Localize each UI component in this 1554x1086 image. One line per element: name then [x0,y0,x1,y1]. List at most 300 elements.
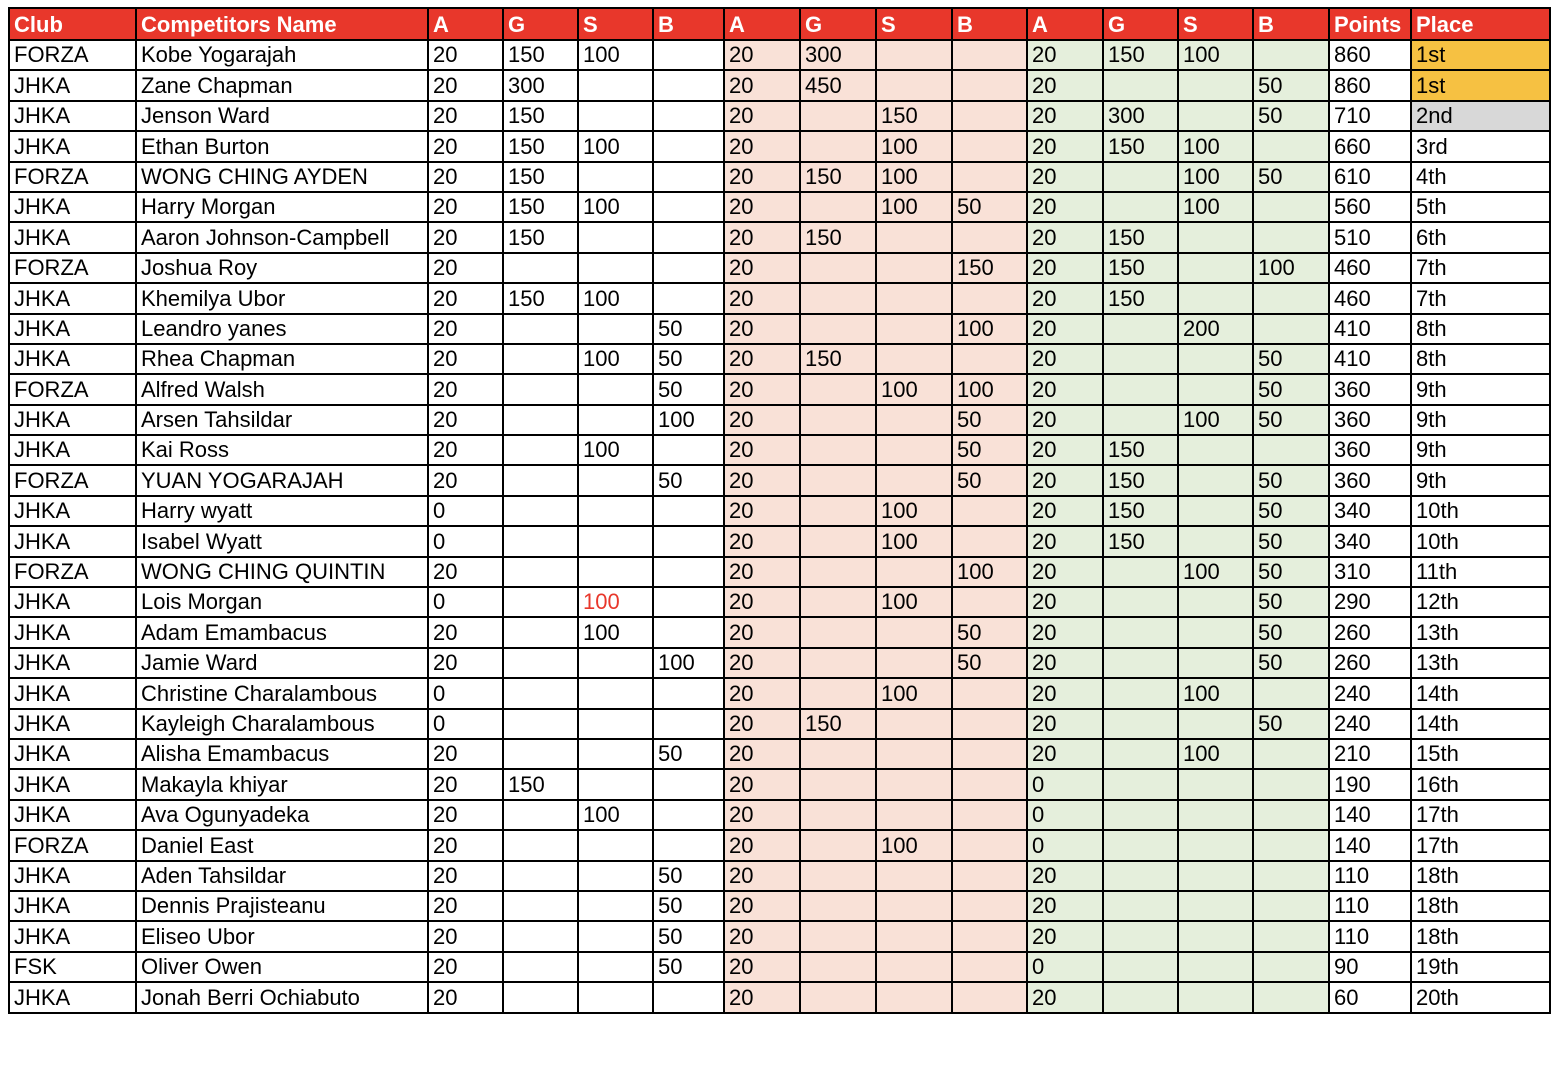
a2-cell[interactable]: 20 [724,40,800,70]
place-cell[interactable]: 20th [1411,982,1550,1012]
points-cell[interactable]: 110 [1329,891,1411,921]
place-cell[interactable]: 14th [1411,678,1550,708]
a3-cell[interactable]: 20 [1027,192,1103,222]
a3-cell[interactable]: 20 [1027,648,1103,678]
b1-cell[interactable]: 50 [653,344,724,374]
place-cell[interactable]: 12th [1411,587,1550,617]
header-s-3[interactable]: S [1178,8,1253,40]
g1-cell[interactable]: 150 [503,40,578,70]
s2-cell[interactable]: 100 [876,526,952,556]
b3-cell[interactable]: 50 [1253,526,1329,556]
s1-cell[interactable] [578,101,653,131]
place-cell[interactable]: 1st [1411,70,1550,100]
a3-cell[interactable]: 20 [1027,496,1103,526]
b2-cell[interactable] [952,70,1027,100]
g3-cell[interactable] [1103,861,1178,891]
b3-cell[interactable] [1253,891,1329,921]
b1-cell[interactable]: 50 [653,465,724,495]
place-cell[interactable]: 14th [1411,709,1550,739]
a3-cell[interactable]: 20 [1027,70,1103,100]
g1-cell[interactable] [503,830,578,860]
s3-cell[interactable] [1178,587,1253,617]
b2-cell[interactable] [952,891,1027,921]
a3-cell[interactable]: 20 [1027,739,1103,769]
b3-cell[interactable] [1253,769,1329,799]
place-cell[interactable]: 9th [1411,374,1550,404]
s1-cell[interactable] [578,465,653,495]
a1-cell[interactable]: 20 [428,830,503,860]
g3-cell[interactable] [1103,192,1178,222]
b2-cell[interactable] [952,982,1027,1012]
a2-cell[interactable]: 20 [724,405,800,435]
b3-cell[interactable] [1253,435,1329,465]
b2-cell[interactable] [952,526,1027,556]
g3-cell[interactable] [1103,344,1178,374]
s3-cell[interactable] [1178,374,1253,404]
club-cell[interactable]: JHKA [9,435,136,465]
points-cell[interactable]: 460 [1329,253,1411,283]
b1-cell[interactable] [653,192,724,222]
s2-cell[interactable] [876,709,952,739]
b1-cell[interactable]: 50 [653,891,724,921]
b2-cell[interactable]: 100 [952,374,1027,404]
a2-cell[interactable]: 20 [724,162,800,192]
s3-cell[interactable] [1178,769,1253,799]
a3-cell[interactable]: 20 [1027,374,1103,404]
g2-cell[interactable] [800,283,876,313]
a2-cell[interactable]: 20 [724,496,800,526]
points-cell[interactable]: 410 [1329,314,1411,344]
b3-cell[interactable]: 50 [1253,648,1329,678]
a1-cell[interactable]: 20 [428,861,503,891]
a2-cell[interactable]: 20 [724,465,800,495]
name-cell[interactable]: Aden Tahsildar [136,861,428,891]
g3-cell[interactable] [1103,830,1178,860]
club-cell[interactable]: FORZA [9,374,136,404]
b3-cell[interactable] [1253,314,1329,344]
s1-cell[interactable] [578,678,653,708]
b2-cell[interactable]: 50 [952,648,1027,678]
g1-cell[interactable] [503,982,578,1012]
name-cell[interactable]: Makayla khiyar [136,769,428,799]
a2-cell[interactable]: 20 [724,709,800,739]
b2-cell[interactable] [952,40,1027,70]
a1-cell[interactable]: 20 [428,557,503,587]
a2-cell[interactable]: 20 [724,921,800,951]
a1-cell[interactable]: 20 [428,374,503,404]
a1-cell[interactable]: 20 [428,70,503,100]
points-cell[interactable]: 110 [1329,921,1411,951]
name-cell[interactable]: Ethan Burton [136,131,428,161]
s3-cell[interactable] [1178,222,1253,252]
b2-cell[interactable] [952,101,1027,131]
s3-cell[interactable] [1178,861,1253,891]
b3-cell[interactable]: 50 [1253,374,1329,404]
b3-cell[interactable]: 50 [1253,496,1329,526]
b3-cell[interactable] [1253,982,1329,1012]
s3-cell[interactable] [1178,70,1253,100]
b1-cell[interactable] [653,830,724,860]
b2-cell[interactable]: 150 [952,253,1027,283]
b3-cell[interactable] [1253,739,1329,769]
header-b-2[interactable]: B [952,8,1027,40]
a1-cell[interactable]: 20 [428,891,503,921]
a3-cell[interactable]: 20 [1027,921,1103,951]
club-cell[interactable]: JHKA [9,800,136,830]
g1-cell[interactable] [503,435,578,465]
s2-cell[interactable] [876,314,952,344]
a1-cell[interactable]: 20 [428,952,503,982]
a2-cell[interactable]: 20 [724,70,800,100]
g1-cell[interactable] [503,405,578,435]
club-cell[interactable]: JHKA [9,739,136,769]
place-cell[interactable]: 1st [1411,40,1550,70]
name-cell[interactable]: WONG CHING QUINTIN [136,557,428,587]
s3-cell[interactable] [1178,283,1253,313]
s3-cell[interactable]: 100 [1178,40,1253,70]
club-cell[interactable]: JHKA [9,405,136,435]
g2-cell[interactable] [800,648,876,678]
header-b-3[interactable]: B [1253,8,1329,40]
g1-cell[interactable] [503,496,578,526]
g3-cell[interactable] [1103,921,1178,951]
a2-cell[interactable]: 20 [724,131,800,161]
g3-cell[interactable]: 150 [1103,435,1178,465]
club-cell[interactable]: JHKA [9,891,136,921]
s1-cell[interactable]: 100 [578,283,653,313]
g3-cell[interactable]: 300 [1103,101,1178,131]
place-cell[interactable]: 10th [1411,496,1550,526]
g2-cell[interactable] [800,131,876,161]
a1-cell[interactable]: 20 [428,344,503,374]
g2-cell[interactable] [800,921,876,951]
b2-cell[interactable] [952,131,1027,161]
a2-cell[interactable]: 20 [724,101,800,131]
s3-cell[interactable]: 200 [1178,314,1253,344]
a2-cell[interactable]: 20 [724,253,800,283]
header-s-2[interactable]: S [876,8,952,40]
s1-cell[interactable] [578,314,653,344]
points-cell[interactable]: 340 [1329,496,1411,526]
a3-cell[interactable]: 0 [1027,769,1103,799]
s3-cell[interactable]: 100 [1178,162,1253,192]
g3-cell[interactable] [1103,769,1178,799]
g1-cell[interactable] [503,344,578,374]
points-cell[interactable]: 340 [1329,526,1411,556]
s1-cell[interactable] [578,709,653,739]
s3-cell[interactable] [1178,617,1253,647]
b3-cell[interactable]: 50 [1253,101,1329,131]
place-cell[interactable]: 3rd [1411,131,1550,161]
points-cell[interactable]: 210 [1329,739,1411,769]
name-cell[interactable]: Dennis Prajisteanu [136,891,428,921]
s2-cell[interactable]: 100 [876,131,952,161]
name-cell[interactable]: Joshua Roy [136,253,428,283]
g1-cell[interactable] [503,800,578,830]
b1-cell[interactable] [653,253,724,283]
points-cell[interactable]: 240 [1329,678,1411,708]
s1-cell[interactable] [578,648,653,678]
b1-cell[interactable] [653,709,724,739]
b3-cell[interactable]: 50 [1253,587,1329,617]
name-cell[interactable]: YUAN YOGARAJAH [136,465,428,495]
s2-cell[interactable] [876,739,952,769]
s3-cell[interactable]: 100 [1178,405,1253,435]
s1-cell[interactable]: 100 [578,587,653,617]
a3-cell[interactable]: 20 [1027,435,1103,465]
points-cell[interactable]: 360 [1329,435,1411,465]
s1-cell[interactable]: 100 [578,192,653,222]
a3-cell[interactable]: 20 [1027,587,1103,617]
club-cell[interactable]: FORZA [9,253,136,283]
a3-cell[interactable]: 20 [1027,678,1103,708]
s1-cell[interactable]: 100 [578,344,653,374]
s1-cell[interactable]: 100 [578,617,653,647]
points-cell[interactable]: 410 [1329,344,1411,374]
a3-cell[interactable]: 20 [1027,131,1103,161]
header-a-2[interactable]: A [724,8,800,40]
place-cell[interactable]: 17th [1411,800,1550,830]
name-cell[interactable]: Christine Charalambous [136,678,428,708]
header-place[interactable]: Place [1411,8,1550,40]
points-cell[interactable]: 510 [1329,222,1411,252]
place-cell[interactable]: 11th [1411,557,1550,587]
a3-cell[interactable]: 20 [1027,40,1103,70]
b1-cell[interactable] [653,678,724,708]
a1-cell[interactable]: 0 [428,526,503,556]
place-cell[interactable]: 5th [1411,192,1550,222]
club-cell[interactable]: JHKA [9,921,136,951]
g2-cell[interactable]: 150 [800,162,876,192]
s3-cell[interactable] [1178,101,1253,131]
s2-cell[interactable] [876,617,952,647]
b3-cell[interactable]: 50 [1253,557,1329,587]
s3-cell[interactable] [1178,526,1253,556]
b2-cell[interactable] [952,587,1027,617]
a3-cell[interactable]: 20 [1027,617,1103,647]
a1-cell[interactable]: 0 [428,496,503,526]
a3-cell[interactable]: 20 [1027,526,1103,556]
a2-cell[interactable]: 20 [724,952,800,982]
b2-cell[interactable]: 50 [952,405,1027,435]
place-cell[interactable]: 8th [1411,344,1550,374]
name-cell[interactable]: Kayleigh Charalambous [136,709,428,739]
g1-cell[interactable] [503,678,578,708]
club-cell[interactable]: FORZA [9,465,136,495]
place-cell[interactable]: 15th [1411,739,1550,769]
name-cell[interactable]: Leandro yanes [136,314,428,344]
a2-cell[interactable]: 20 [724,648,800,678]
name-cell[interactable]: Adam Emambacus [136,617,428,647]
g1-cell[interactable] [503,587,578,617]
g2-cell[interactable] [800,891,876,921]
b1-cell[interactable]: 50 [653,314,724,344]
g2-cell[interactable] [800,617,876,647]
g3-cell[interactable]: 150 [1103,526,1178,556]
g2-cell[interactable]: 150 [800,222,876,252]
g1-cell[interactable] [503,374,578,404]
g1-cell[interactable] [503,253,578,283]
a2-cell[interactable]: 20 [724,982,800,1012]
club-cell[interactable]: JHKA [9,587,136,617]
name-cell[interactable]: Kai Ross [136,435,428,465]
g1-cell[interactable]: 150 [503,101,578,131]
a1-cell[interactable]: 0 [428,678,503,708]
a3-cell[interactable]: 20 [1027,405,1103,435]
name-cell[interactable]: WONG CHING AYDEN [136,162,428,192]
s1-cell[interactable] [578,496,653,526]
s3-cell[interactable] [1178,344,1253,374]
points-cell[interactable]: 660 [1329,131,1411,161]
b3-cell[interactable] [1253,131,1329,161]
b2-cell[interactable] [952,283,1027,313]
name-cell[interactable]: Arsen Tahsildar [136,405,428,435]
s3-cell[interactable] [1178,800,1253,830]
g3-cell[interactable] [1103,739,1178,769]
s2-cell[interactable] [876,800,952,830]
g1-cell[interactable] [503,709,578,739]
s2-cell[interactable] [876,769,952,799]
s3-cell[interactable]: 100 [1178,678,1253,708]
points-cell[interactable]: 190 [1329,769,1411,799]
b2-cell[interactable] [952,921,1027,951]
b2-cell[interactable]: 100 [952,314,1027,344]
b3-cell[interactable]: 100 [1253,253,1329,283]
b1-cell[interactable]: 50 [653,952,724,982]
s1-cell[interactable] [578,739,653,769]
g2-cell[interactable] [800,830,876,860]
points-cell[interactable]: 290 [1329,587,1411,617]
place-cell[interactable]: 9th [1411,435,1550,465]
points-cell[interactable]: 360 [1329,465,1411,495]
b3-cell[interactable] [1253,283,1329,313]
club-cell[interactable]: JHKA [9,648,136,678]
g1-cell[interactable]: 150 [503,283,578,313]
b3-cell[interactable] [1253,952,1329,982]
club-cell[interactable]: FORZA [9,830,136,860]
club-cell[interactable]: JHKA [9,314,136,344]
s3-cell[interactable] [1178,253,1253,283]
a2-cell[interactable]: 20 [724,192,800,222]
s3-cell[interactable] [1178,496,1253,526]
place-cell[interactable]: 9th [1411,405,1550,435]
a1-cell[interactable]: 20 [428,253,503,283]
b1-cell[interactable]: 50 [653,861,724,891]
b3-cell[interactable]: 50 [1253,344,1329,374]
points-cell[interactable]: 610 [1329,162,1411,192]
a1-cell[interactable]: 20 [428,405,503,435]
place-cell[interactable]: 4th [1411,162,1550,192]
g2-cell[interactable] [800,800,876,830]
club-cell[interactable]: FORZA [9,40,136,70]
b1-cell[interactable] [653,496,724,526]
s1-cell[interactable] [578,162,653,192]
place-cell[interactable]: 7th [1411,283,1550,313]
g1-cell[interactable]: 150 [503,162,578,192]
s2-cell[interactable] [876,435,952,465]
b1-cell[interactable]: 100 [653,648,724,678]
s1-cell[interactable] [578,557,653,587]
s2-cell[interactable] [876,253,952,283]
g3-cell[interactable] [1103,617,1178,647]
s2-cell[interactable] [876,891,952,921]
s3-cell[interactable]: 100 [1178,557,1253,587]
place-cell[interactable]: 13th [1411,648,1550,678]
g3-cell[interactable]: 150 [1103,253,1178,283]
a2-cell[interactable]: 20 [724,557,800,587]
club-cell[interactable]: JHKA [9,678,136,708]
s1-cell[interactable] [578,891,653,921]
a1-cell[interactable]: 20 [428,222,503,252]
b2-cell[interactable] [952,709,1027,739]
g1-cell[interactable]: 150 [503,131,578,161]
b1-cell[interactable]: 50 [653,921,724,951]
a1-cell[interactable]: 20 [428,769,503,799]
place-cell[interactable]: 18th [1411,891,1550,921]
s3-cell[interactable] [1178,921,1253,951]
name-cell[interactable]: Zane Chapman [136,70,428,100]
a2-cell[interactable]: 20 [724,374,800,404]
b3-cell[interactable]: 50 [1253,162,1329,192]
b1-cell[interactable] [653,982,724,1012]
a2-cell[interactable]: 20 [724,314,800,344]
s3-cell[interactable]: 100 [1178,192,1253,222]
a2-cell[interactable]: 20 [724,222,800,252]
g3-cell[interactable] [1103,648,1178,678]
b3-cell[interactable]: 50 [1253,709,1329,739]
a1-cell[interactable]: 20 [428,617,503,647]
g1-cell[interactable] [503,861,578,891]
header-competitors-name[interactable]: Competitors Name [136,8,428,40]
s2-cell[interactable]: 150 [876,101,952,131]
place-cell[interactable]: 18th [1411,861,1550,891]
a1-cell[interactable]: 20 [428,982,503,1012]
b2-cell[interactable]: 100 [952,557,1027,587]
s2-cell[interactable] [876,344,952,374]
a3-cell[interactable]: 20 [1027,253,1103,283]
a2-cell[interactable]: 20 [724,617,800,647]
g3-cell[interactable]: 150 [1103,222,1178,252]
name-cell[interactable]: Kobe Yogarajah [136,40,428,70]
g3-cell[interactable] [1103,314,1178,344]
b3-cell[interactable] [1253,40,1329,70]
b2-cell[interactable]: 50 [952,617,1027,647]
s2-cell[interactable] [876,557,952,587]
header-a-3[interactable]: A [1027,8,1103,40]
header-points[interactable]: Points [1329,8,1411,40]
s3-cell[interactable]: 100 [1178,131,1253,161]
place-cell[interactable]: 19th [1411,952,1550,982]
g2-cell[interactable] [800,739,876,769]
b2-cell[interactable] [952,678,1027,708]
s1-cell[interactable] [578,861,653,891]
a3-cell[interactable]: 20 [1027,861,1103,891]
b2-cell[interactable]: 50 [952,465,1027,495]
b2-cell[interactable]: 50 [952,435,1027,465]
a1-cell[interactable]: 20 [428,162,503,192]
g2-cell[interactable] [800,861,876,891]
g1-cell[interactable] [503,952,578,982]
s2-cell[interactable] [876,861,952,891]
s3-cell[interactable] [1178,435,1253,465]
a3-cell[interactable]: 0 [1027,952,1103,982]
g1-cell[interactable] [503,617,578,647]
g3-cell[interactable] [1103,162,1178,192]
points-cell[interactable]: 140 [1329,800,1411,830]
points-cell[interactable]: 860 [1329,40,1411,70]
a2-cell[interactable]: 20 [724,526,800,556]
g1-cell[interactable]: 150 [503,192,578,222]
